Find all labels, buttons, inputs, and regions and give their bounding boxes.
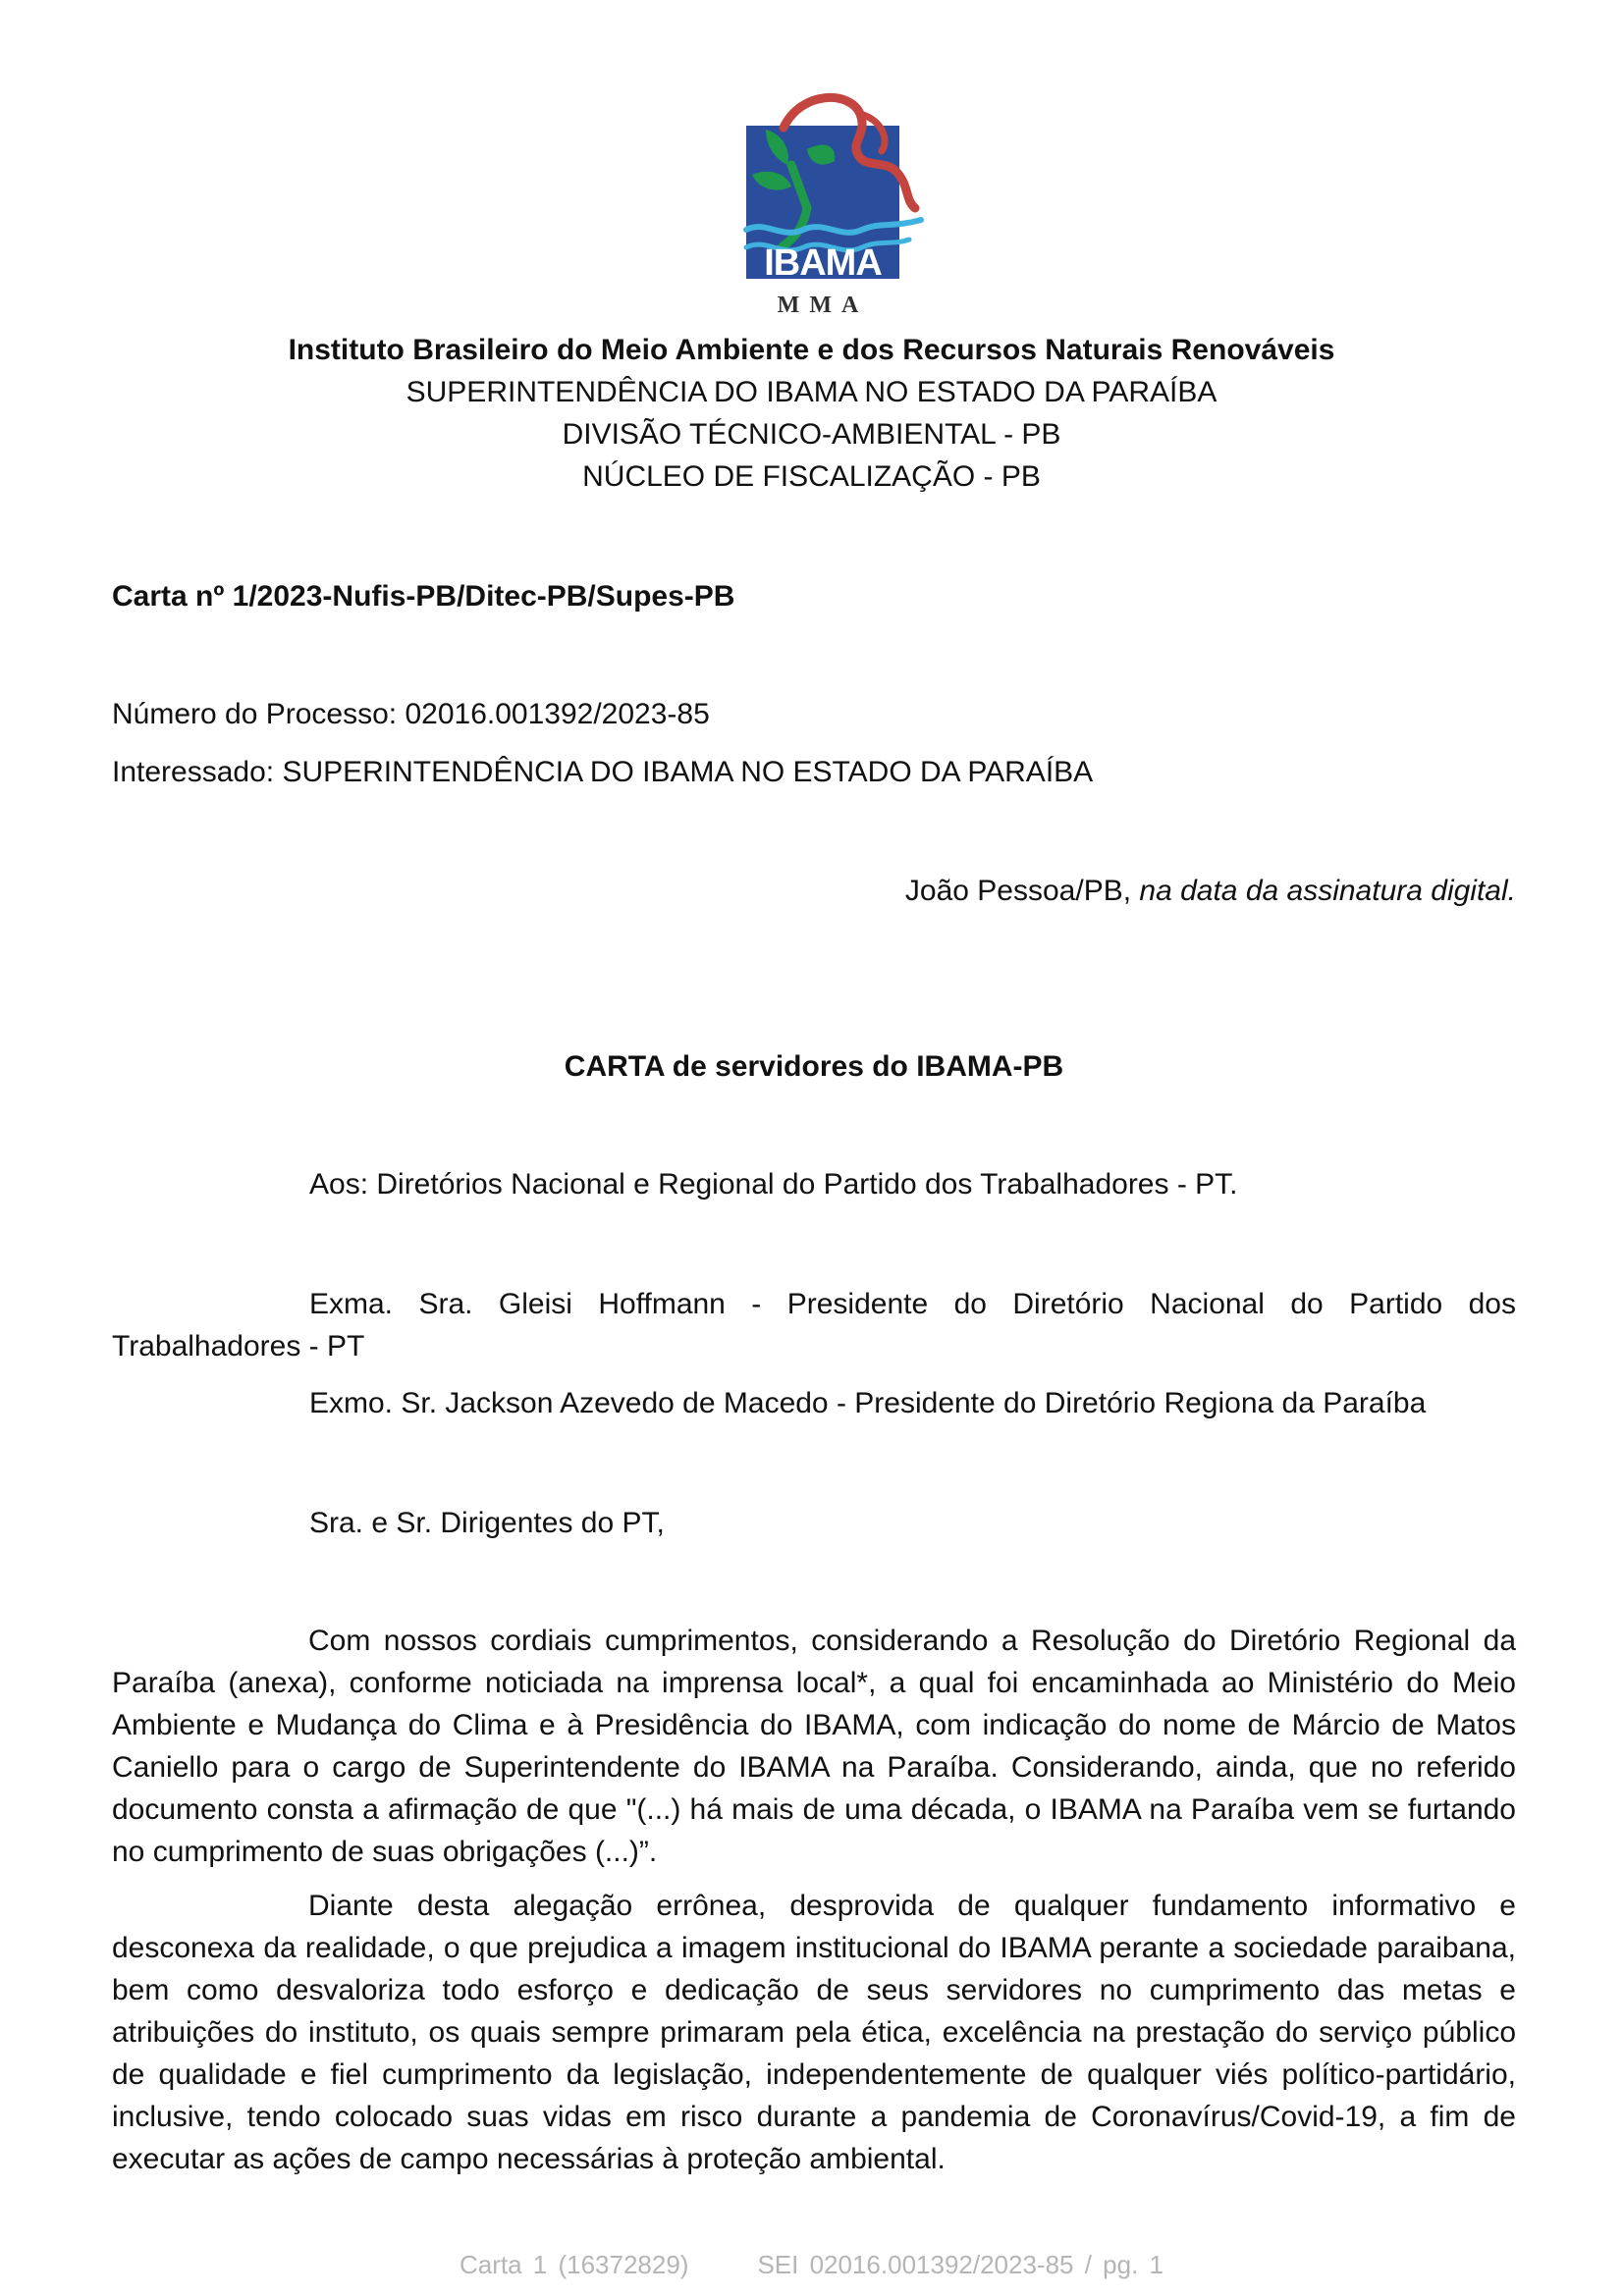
- place: João Pessoa/PB,: [904, 875, 1140, 907]
- greeting: Sra. e Sr. Dirigentes do PT,: [309, 1507, 665, 1539]
- nucleus-line: NÚCLEO DE FISCALIZAÇÃO - PB: [582, 460, 1041, 493]
- institution-name: Instituto Brasileiro do Meio Ambiente e dos Recursos Naturais Renováveis: [288, 334, 1335, 366]
- paragraph-2: Diante desta alegação errônea, desprovida de qualquer fundamento informativo e desconexa da realidade, o que prejudica a imagem institucional do IBAMA perante a sociedade paraibana, bem como desvaloriza todo esforço e dedicação de seus servidores no cumprimento das metas e atribuições do instituto, os quais sempre primaram pela ética, excelência na prestação do serviço público de qualidade e fiel cumprimento da legislação, independentemente de qualquer viés político-partidário, inclusive, tendo colocado suas vidas em risco durante a pandemia de Coronavírus/Covid-19, a fim de executar as ações de campo necessárias à proteção ambiental.: [112, 1890, 1516, 2175]
- addressee-2: Exmo. Sr. Jackson Azevedo de Macedo - Presidente do Diretório Regiona da Paraíba: [309, 1387, 1427, 1419]
- letter-number: Carta nº 1/2023-Nufis-PB/Ditec-PB/Supes-PB: [112, 580, 735, 613]
- paragraph-1: Com nossos cordiais cumprimentos, considerando a Resolução do Diretório Regional da Paraíba (anexa), conforme noticiada na imprensa local*, a qual foi encaminhada ao Ministério do Meio Ambiente e Mudança do Clima e à Presidência do IBAMA, com indicação do nome de Márcio de Matos Caniello para o cargo de Superintendente do IBAMA na Paraíba. Considerando, ainda, que no referido documento consta a afirmação de que "(...) há mais de uma década, o IBAMA na Paraíba vem se furtando no cumprimento de suas obrigações (...)”.: [112, 1625, 1516, 1868]
- letter-title: CARTA de servidores do IBAMA-PB: [564, 1050, 1064, 1083]
- logo-name: IBAMA: [764, 242, 882, 284]
- division-line: DIVISÃO TÉCNICO-AMBIENTAL - PB: [562, 418, 1061, 451]
- ibama-logo: [713, 90, 939, 322]
- recipients-line: Aos: Diretórios Nacional e Regional do Partido dos Trabalhadores - PT.: [309, 1168, 1238, 1201]
- page-footer: [0, 2250, 1623, 2280]
- footer-document-id: Carta 1 (16372829): [459, 2250, 689, 2279]
- letterhead: [0, 329, 1623, 498]
- date-note: na data da assinatura digital.: [1139, 875, 1516, 907]
- addressee-1: Exma. Sra. Gleisi Hoffmann - Presidente do Diretório Nacional do Partido dos: [309, 1288, 1516, 1320]
- interested-party: Interessado: SUPERINTENDÊNCIA DO IBAMA NO ESTADO DA PARAÍBA: [112, 756, 1094, 788]
- footer-sei-page: SEI 02016.001392/2023-85 / pg. 1: [757, 2250, 1164, 2279]
- superintendency-line: SUPERINTENDÊNCIA DO IBAMA NO ESTADO DA PARAÍBA: [406, 376, 1217, 408]
- process-number: Número do Processo: 02016.001392/2023-85: [112, 698, 710, 730]
- addressee-1-cont: Trabalhadores - PT: [112, 1330, 365, 1362]
- logo-sub: MMA: [777, 293, 869, 318]
- place-date: [112, 870, 1516, 912]
